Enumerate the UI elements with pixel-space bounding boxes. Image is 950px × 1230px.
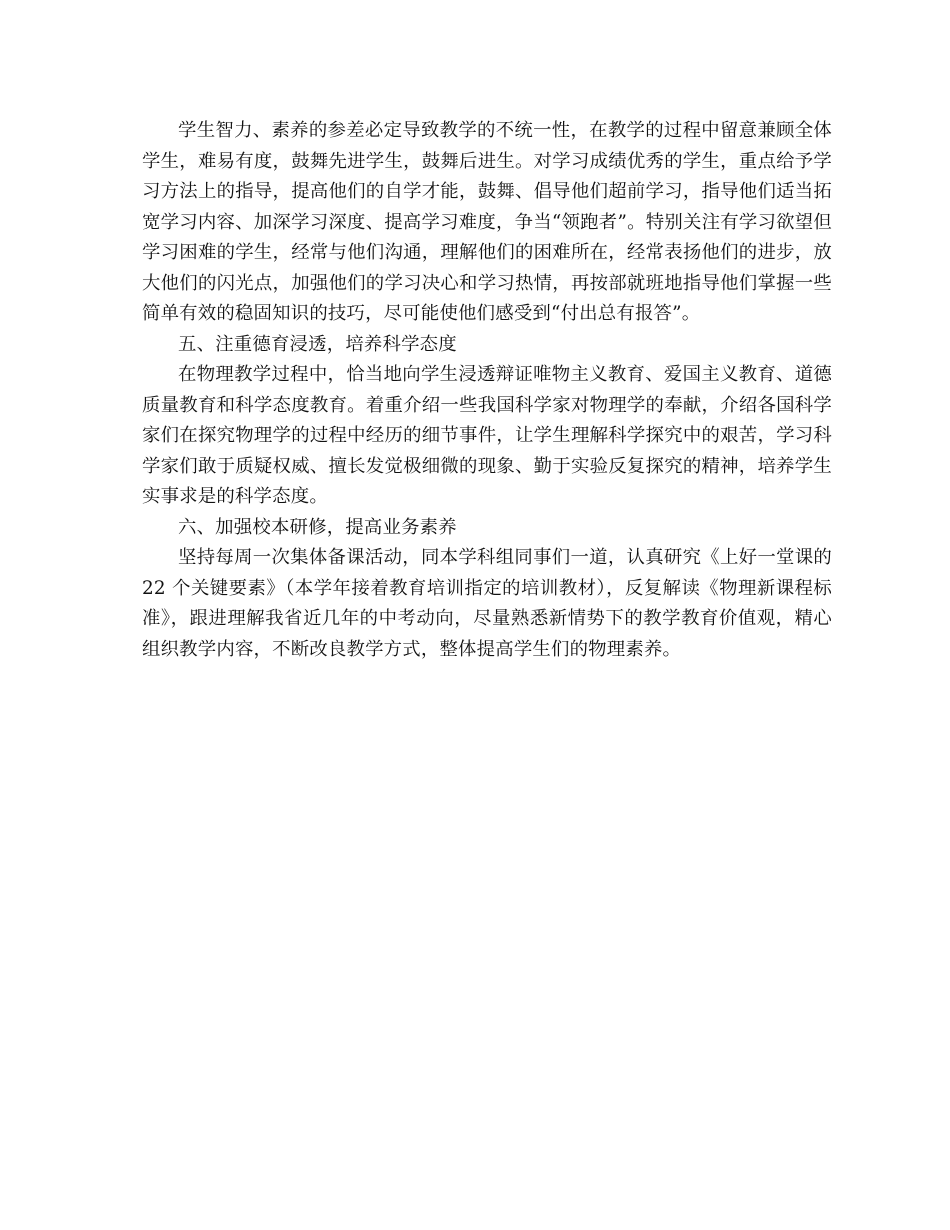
paragraph-school-research: 坚持每周一次集体备课活动，同本学科组同事们一道，认真研究《上好一堂课的 22 个关键要素》（本学年接着教育培训指定的培训教材），反复解读《物理新课程标准》，跟进理解我省近几年的中考动向，尽量熟悉新情势下的教学教育价值观，精心组织教学内容，不断改良教学方式，整体提高学生们的物理素养。 <box>142 547 832 660</box>
document-body <box>142 116 832 665</box>
section-heading-school-research: 六、加强校本研修，提高业务素养 <box>178 516 457 538</box>
paragraph-moral-education: 在物理教学过程中，恰当地向学生浸透辩证唯物主义教育、爱国主义教育、道德质量教育和科学态度教育。着重介绍一些我国科学家对物理学的奉献，介绍各国科学家们在探究物理学的过程中经历的细节事件，让学生理解科学探究中的艰苦，学习科学家们敢于质疑权威、擅长发觉极细微的现象、勤于实验反复探究的精神，培养学生实事求是的科学态度。 <box>142 364 832 507</box>
section-heading-moral-education: 五、注重德育浸透，培养科学态度 <box>178 333 457 355</box>
paragraph-student-differences: 学生智力、素养的参差必定导致教学的不统一性，在教学的过程中留意兼顾全体学生，难易有度，鼓舞先进学生，鼓舞后进生。对学习成绩优秀的学生，重点给予学习方法上的指导，提高他们的自学才能，鼓舞、倡导他们超前学习，指导他们适当拓宽学习内容、加深学习深度、提高学习难度，争当“领跑者”。特别关注有学习欲望但学习困难的学生，经常与他们沟通，理解他们的困难所在，经常表扬他们的进步，放大他们的闪光点，加强他们的学习决心和学习热情，再按部就班地指导他们掌握一些简单有效的稳固知识的技巧，尽可能使他们感受到“付出总有报答”。 <box>142 120 832 324</box>
